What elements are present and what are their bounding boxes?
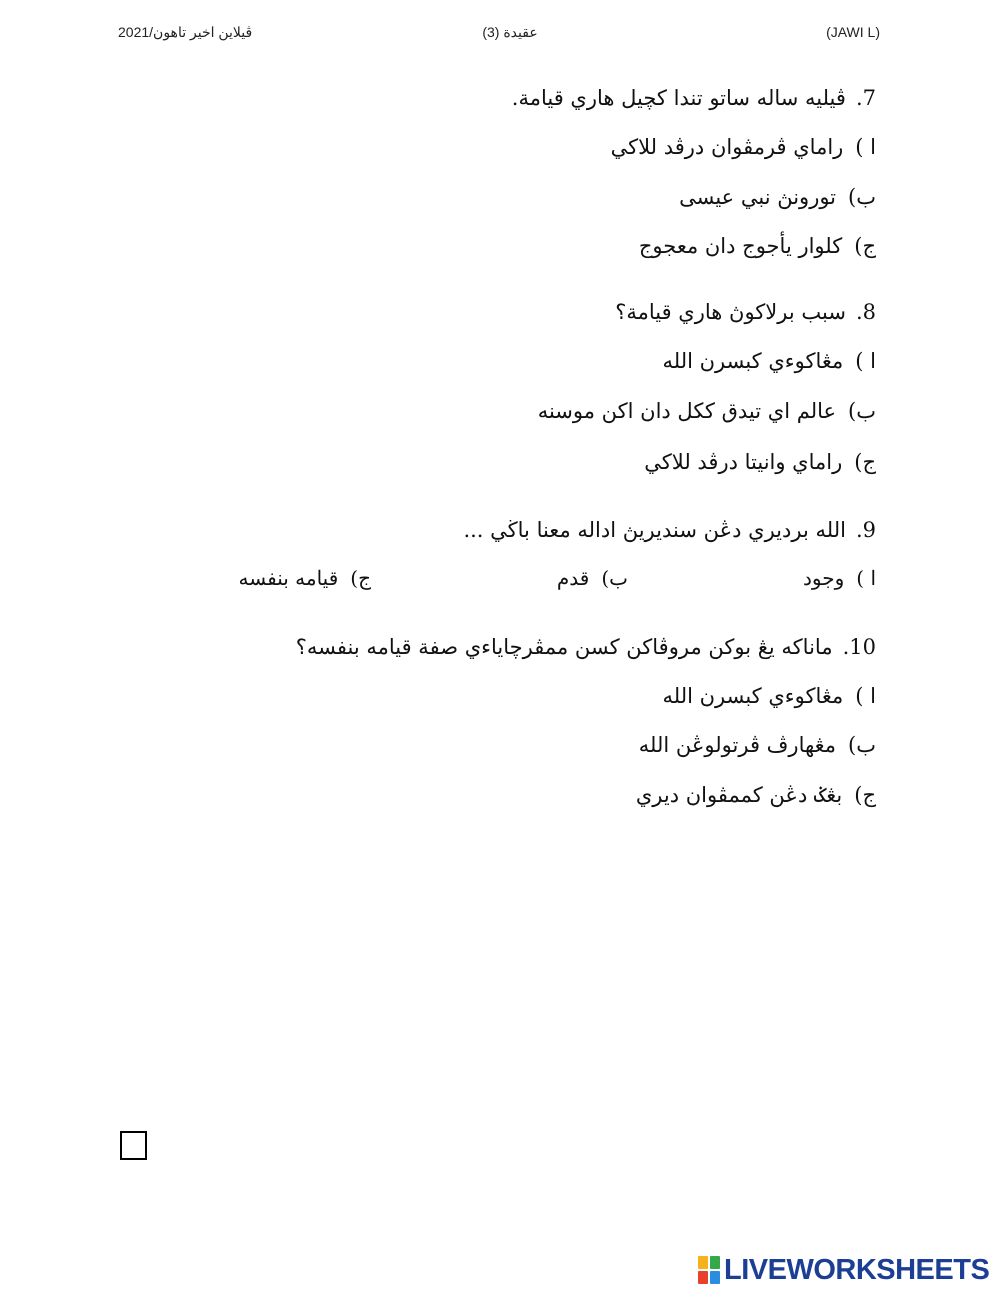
q7-option-c [639,232,876,260]
question-8 [615,298,876,326]
q9-options-row [200,566,876,596]
q9-option-c [239,566,371,590]
q8-option-a [662,347,876,375]
question-text: سبب برلاكوڽ هاري قيامة؟ [615,300,846,324]
option-text: راماي وانيتا درڤد للاكي [644,450,843,474]
logo-square-yellow [698,1256,708,1269]
q8-option-b [538,397,876,425]
option-text: عالم اي تيدق ككل دان اكن موسنه [537,399,837,423]
q10-option-a [662,682,876,710]
option-text: مڠاكوءي كبسرن الله [662,349,844,373]
question-number: 9. [855,518,876,542]
option-text: وجود [803,566,845,590]
question-text: ماناكه يڠ بوكن مروڤاكن كسن ممڤرچاياءي صفة قيامه بنفسه؟ [295,635,833,659]
question-number: 8. [855,300,876,324]
liveworksheets-logo [698,1255,989,1285]
question-10 [296,633,876,661]
question-number: 10. [842,635,876,659]
option-text: تورونڽ نبي عيسى [679,185,837,209]
question-number: 7. [855,86,876,110]
option-letter: ا ) [855,349,876,373]
logo-mark-icon [698,1256,720,1284]
question-9 [463,516,876,544]
question-text: الله برديري دڠن سنديريڽ اداله معنا باڬي ... [463,518,846,542]
logo-text: LIVEWORKSHEETS [724,1253,990,1286]
option-text: راماي ڤرمڤوان درڤد للاكي [610,135,844,159]
option-letter: ج) [350,566,371,590]
header-code: (JAWI L) [826,24,880,40]
option-letter: ب) [848,399,876,423]
option-text: قيامه بنفسه [238,566,339,590]
header-exam-title: ڤيلاين اخير تاهون/2021 [118,24,253,40]
q8-option-c [644,448,876,476]
option-letter: ب) [848,733,876,757]
logo-square-blue [710,1271,720,1284]
option-letter: ا ) [855,684,876,708]
option-letter: ج) [854,450,876,474]
option-letter: ج) [854,783,876,807]
option-letter: ب) [601,566,628,590]
q9-option-a [803,566,876,590]
q7-option-a [611,133,876,161]
option-letter: ج) [854,234,876,258]
option-letter: ب) [848,185,876,209]
option-letter: ا ) [855,135,876,159]
question-7 [512,84,876,112]
option-text: بڠݢ دڠن كممڤوان ديري [635,783,843,807]
q10-option-b [639,731,876,759]
option-text: مڠهارڤ ڤرتولوڠن الله [638,733,837,757]
logo-square-green [710,1256,720,1269]
option-text: قدم [556,566,590,590]
option-letter: ا ) [856,566,876,590]
logo-square-red [698,1271,708,1284]
q7-option-b [679,183,876,211]
answer-input-box[interactable] [120,1131,147,1160]
option-text: كلوار يأجوج دان معجوج [638,234,843,258]
question-text: ڤيليه ساله ساتو تندا كچيل هاري قيامة. [511,86,846,110]
q9-option-b [557,566,628,590]
option-text: مڠاكوءي كبسرن الله [662,684,844,708]
q10-option-c [636,781,876,809]
header-subject: عقيدة (3) [482,24,538,40]
